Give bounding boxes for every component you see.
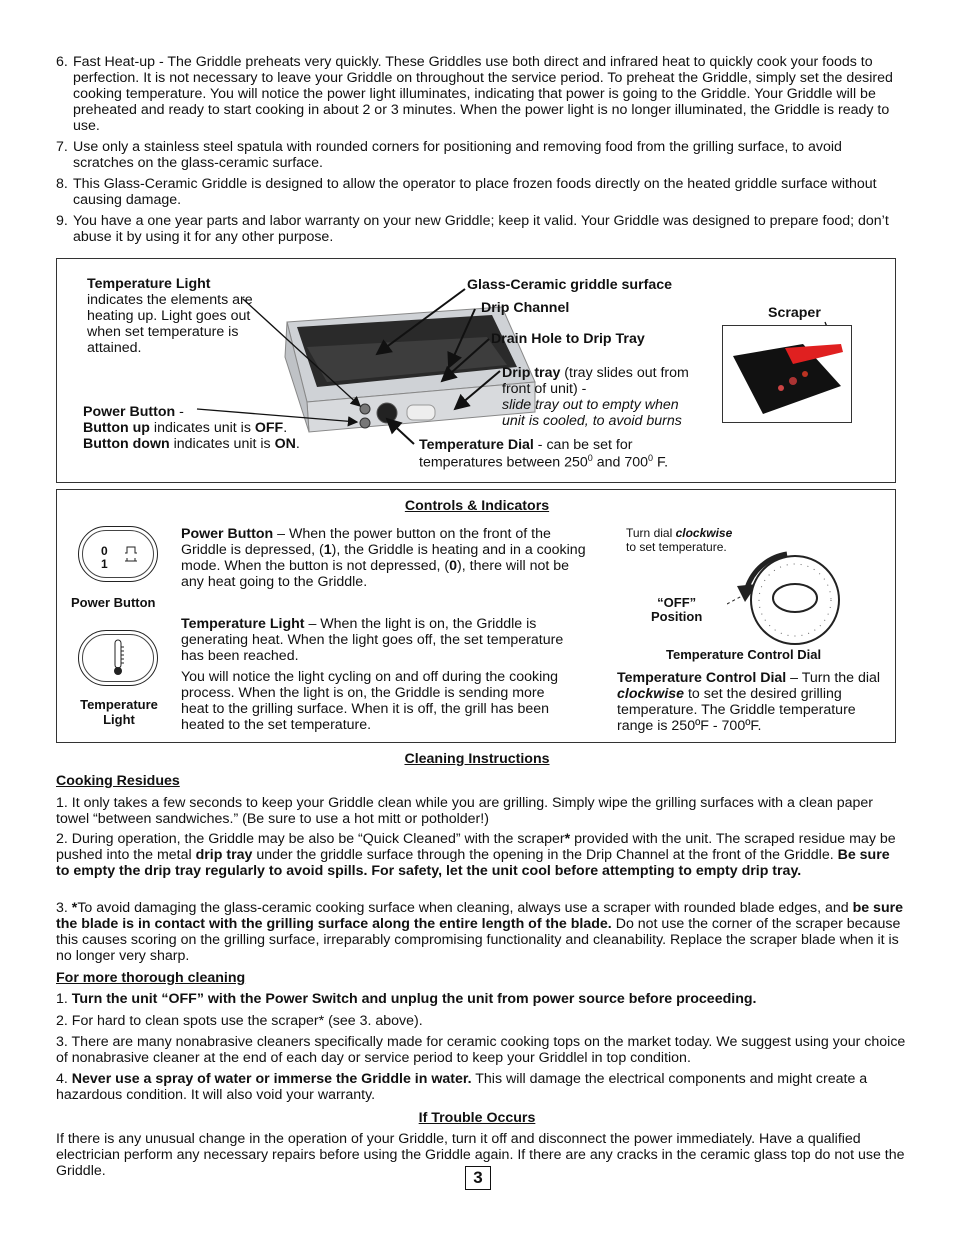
power-caption: Power Button bbox=[71, 595, 156, 610]
list-item: 7. Use only a stainless steel spatula with rounded corners for positioning and removing food from the grilling surface, to avoid scratches on the glass-ceramic surface. bbox=[56, 139, 842, 172]
off-position-label: “OFF” Position bbox=[651, 595, 703, 625]
scraper-label: Scraper bbox=[768, 305, 821, 321]
thorough-4: 4. Never use a spray of water or immerse the Griddle in water. This will damage the electrical components and might create a hazardous condition. It will also void your warranty. bbox=[56, 1071, 868, 1104]
controls-heading: Controls & Indicators bbox=[404, 498, 550, 514]
dial-description: Temperature Control Dial – Turn the dial clockwise to set the desired grilling temperature. The Griddle temperature range is 250ºF - 700ºF. bbox=[617, 670, 881, 735]
list-item: 8. This Glass-Ceramic Griddle is designed to allow the operator to place frozen foods directly on the heated griddle surface without causing damage. bbox=[56, 176, 877, 209]
dial-caption: Temperature Control Dial bbox=[666, 647, 822, 662]
power-description: Power Button – When the power button on the front of the Griddle is depressed, (1), the Griddle is heating and in a cooking mode. When the button is not depressed, (0), there will not be any heat going to the Griddle. bbox=[181, 526, 586, 591]
list-item: 6. Fast Heat-up - The Griddle preheats very quickly. These Griddles use both direct and infrared heat to quickly cook your foods to perfection. It is not necessary to leave your Griddle on throughout the service period. To preheat the Griddle, simply set the desired cooking temperature. You will notice the power light illuminates, indicating that power is going to the Griddle. Your Griddle will be preheated and ready to start cooking in about 2 or 3 minutes. When the power light is no longer illuminated, the Griddle is ready to use. bbox=[56, 54, 893, 135]
cleaning-p2: 2. During operation, the Griddle may be also be “Quick Cleaned” with the scraper* provided with the unit. The scraped residue may be pushed into the metal drip tray under the griddle surface through the opening in the Drip Channel at the front of the Griddle. Be sure to empty the drip tray regularly to avoid spills. For safety, let the unit cool before attempting to empty drip tray. bbox=[56, 831, 896, 880]
scraper-image bbox=[723, 326, 851, 422]
light-description-2: You will notice the light cycling on and off during the cooking process. When the light is on, the Griddle is sending more heat to the grilling surface. When it is off, the grill has been heated to the set temperature. bbox=[181, 669, 559, 734]
temp-light-callout: Temperature Light indicates the elements are heating up. Light goes out when set temperature is attained. bbox=[87, 276, 253, 357]
controls-box bbox=[56, 489, 896, 743]
temperature-dial-diagram bbox=[727, 548, 847, 648]
drain-hole-label: Drain Hole to Drip Tray bbox=[491, 331, 645, 347]
power-symbol-icon bbox=[123, 545, 139, 563]
glass-surface-label: Glass-Ceramic griddle surface bbox=[467, 277, 673, 293]
cleaning-heading: Cleaning Instructions bbox=[404, 751, 550, 767]
drip-tray-callout: Drip tray (tray slides out from front of unit) - slide tray out to empty when unit is cooled, to avoid burns bbox=[502, 365, 689, 430]
light-description: Temperature Light – When the light is on, the Griddle is generating heat. When the light goes off, the set temperature has been reached. bbox=[181, 616, 564, 665]
temperature-light-icon bbox=[78, 630, 158, 686]
power-button-callout: Power Button - Button up indicates unit is OFF. Button down indicates unit is ON. bbox=[83, 404, 300, 453]
thorough-heading: For more thorough cleaning bbox=[56, 970, 246, 986]
thorough-2: 2. For hard to clean spots use the scraper* (see 3. above). bbox=[56, 1013, 423, 1029]
diagram-box bbox=[56, 258, 896, 483]
list-item: 9. You have a one year parts and labor warranty on your new Griddle; keep it valid. Your Griddle was designed to prepare food; don’t abuse it by using it for any other purpose. bbox=[56, 213, 889, 246]
thermometer-icon bbox=[111, 639, 125, 677]
trouble-heading: If Trouble Occurs bbox=[418, 1110, 536, 1126]
cleaning-p3: 3. *To avoid damaging the glass-ceramic cooking surface when cleaning, always use a scraper with rounded blade edges, and be sure the blade is in contact with the grilling surface along the entire length of the blade. Do not use the corner of the scraper because this causes scoring on the grilling surface, irreparably compromising functionality and cleanability. Replace the scraper blade when it is no longer very sharp. bbox=[56, 900, 904, 965]
scraper-photo bbox=[722, 325, 852, 423]
turn-dial-note: Turn dial clockwise to set temperature. bbox=[626, 526, 733, 554]
cleaning-p1: 1. It only takes a few seconds to keep your Griddle clean while you are grilling. Simply wipe the grilling surfaces with a clean paper towel “between sandwiches.” (Be sure to use a hot mitt or potholder!) bbox=[56, 795, 873, 828]
thorough-3: 3. There are many nonabrasive cleaners specifically made for ceramic cooking tops on the market today. We suggest using your choice of nonabrasive cleaner at the end of each day or service period to keep your Griddlel in top condition. bbox=[56, 1034, 906, 1067]
light-caption: Temperature Light bbox=[80, 697, 158, 727]
power-button-icon: 0 1 bbox=[78, 526, 158, 582]
trouble-text: If there is any unusual change in the operation of your Griddle, turn it off and disconnect the power immediately. Have a qualified electrician perform any necessary repairs before using the Griddle again. If there are any cracks in the ceramic glass top do not use the Griddle. bbox=[56, 1131, 905, 1180]
thorough-1: 1. Turn the unit “OFF” with the Power Switch and unplug the unit from power source before proceeding. bbox=[56, 991, 757, 1007]
numbered-list bbox=[56, 54, 906, 251]
drip-channel-label: Drip Channel bbox=[481, 300, 570, 316]
page-number: 3 bbox=[465, 1166, 491, 1190]
temp-dial-callout: Temperature Dial - can be set for temperatures between $250^0$ and $700^0$ F. bbox=[419, 437, 669, 471]
residues-heading: Cooking Residues bbox=[56, 773, 180, 789]
